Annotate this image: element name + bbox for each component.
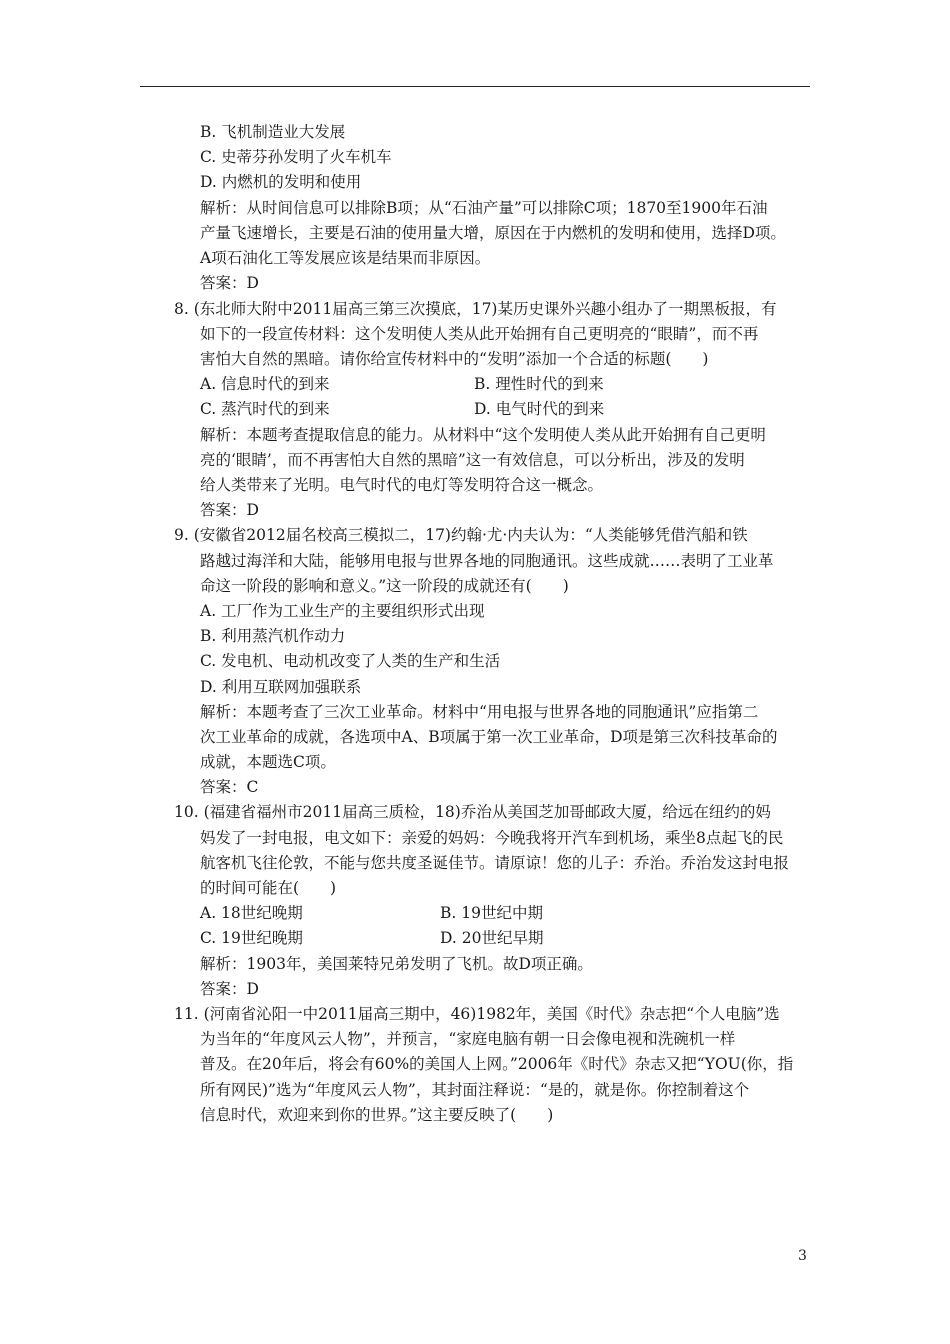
q9-stem-line2: 路越过海洋和大陆，能够用电报与世界各地的同胞通讯。这些成就……表明了工业革 (200, 552, 774, 570)
q10-option-a: A. 18世纪晚期 (200, 904, 303, 922)
q8-stem-line1: 8. (东北师大附中2011届高三第三次摸底，17)某历史课外兴趣小组办了一期黑板报，有 (174, 300, 777, 318)
q9-explanation-line3: 成就，本题选C项。 (200, 753, 336, 771)
q11-stem-line5: 信息时代，欢迎来到你的世界。”这主要反映了( ) (200, 1106, 554, 1124)
q7-answer: 答案：D (200, 274, 259, 292)
q11-stem-line1: 11. (河南省沁阳一中2011届高三期中，46)1982年，美国《时代》杂志把“个人电脑”选 (174, 1005, 780, 1023)
q9-stem-line1: 9. (安徽省2012届名校高三模拟二，17)约翰·尤·内夫认为：“人类能够凭借汽船和铁 (174, 526, 748, 544)
q9-explanation-line2: 次工业革命的成就，各选项中A、B项属于第一次工业革命，D项是第三次科技革命的 (200, 728, 778, 746)
q11-stem-line3: 普及。在20年后，将会有60%的美国人上网。”2006年《时代》杂志又把“YOU(你，指 (200, 1055, 794, 1073)
q7-explanation-line3: A项石油化工等发展应该是结果而非原因。 (200, 249, 491, 267)
q7-explanation-line2: 产量飞速增长，主要是石油的使用量大增，原因在于内燃机的发明和使用，选择D项。 (200, 224, 786, 242)
q10-option-d: D. 20世纪早期 (440, 929, 544, 947)
q7-explanation-line1: 解析：从时间信息可以排除B项；从“石油产量”可以排除C项；1870至1900年石油 (200, 199, 768, 217)
q9-option-a: A. 工厂作为工业生产的主要组织形式出现 (200, 602, 485, 620)
q9-option-c: C. 发电机、电动机改变了人类的生产和生活 (200, 652, 501, 670)
q10-stem-line3: 航客机飞往伦敦，不能与您共度圣诞佳节。请原谅！您的儿子：乔治。乔治发这封电报 (200, 854, 790, 872)
q9-option-d: D. 利用互联网加强联系 (200, 678, 362, 696)
q8-explanation-line2: 亮的‘眼睛’，而不再害怕大自然的黑暗”这一有效信息，可以分析出，涉及的发明 (200, 451, 745, 469)
q8-option-a: A. 信息时代的到来 (200, 375, 330, 393)
q9-stem-line3: 命这一阶段的影响和意义。”这一阶段的成就还有( ) (200, 577, 569, 595)
q11-stem-line2: 为当年的“年度风云人物”，并预言，“家庭电脑有朝一日会像电视和洗碗机一样 (200, 1030, 736, 1048)
q10-explanation: 解析：1903年，美国莱特兄弟发明了飞机。故D项正确。 (200, 955, 593, 973)
q8-stem-line2: 如下的一段宣传材料：这个发明使人类从此开始拥有自己更明亮的“眼睛”，而不再 (200, 325, 759, 343)
q9-explanation-line1: 解析：本题考查了三次工业革命。材料中“用电报与世界各地的同胞通讯”应指第二 (200, 703, 759, 721)
q11-stem-line4: 所有网民)”选为“年度风云人物”，其封面注释说：“是的，就是你。你控制着这个 (200, 1081, 750, 1099)
q9-option-b: B. 利用蒸汽机作动力 (200, 627, 346, 645)
q8-explanation-line1: 解析：本题考查提取信息的能力。从材料中“这个发明使人类从此开始拥有自己更明 (200, 426, 766, 444)
page-number: 3 (798, 1248, 807, 1264)
q10-stem-line2: 妈发了一封电报，电文如下：亲爱的妈妈：今晚我将开汽车到机场，乘坐8点起飞的民 (200, 829, 784, 847)
q7-option-c: C. 史蒂芬孙发明了火车机车 (200, 148, 392, 166)
q8-explanation-line3: 给人类带来了光明。电气时代的电灯等发明符合这一概念。 (200, 476, 604, 494)
q9-answer: 答案：C (200, 778, 259, 796)
q8-answer: 答案：D (200, 501, 259, 519)
q8-option-d: D. 电气时代的到来 (474, 400, 605, 418)
q7-option-d: D. 内燃机的发明和使用 (200, 173, 362, 191)
q10-option-c: C. 19世纪晚期 (200, 929, 303, 947)
q10-stem-line4: 的时间可能在( ) (200, 879, 337, 897)
q7-option-b: B. 飞机制造业大发展 (200, 123, 346, 141)
q10-stem-line1: 10. (福建省福州市2011届高三质检，18)乔治从美国芝加哥邮政大厦，给远在纽约的妈 (174, 803, 771, 821)
q8-option-c: C. 蒸汽时代的到来 (200, 400, 330, 418)
q10-option-b: B. 19世纪中期 (440, 904, 543, 922)
q10-answer: 答案：D (200, 980, 259, 998)
q8-stem-line3: 害怕大自然的黑暗。请你给宣传材料中的“发明”添加一个合适的标题( ) (200, 350, 709, 368)
header-rule (140, 86, 810, 87)
q8-option-b: B. 理性时代的到来 (474, 375, 604, 393)
